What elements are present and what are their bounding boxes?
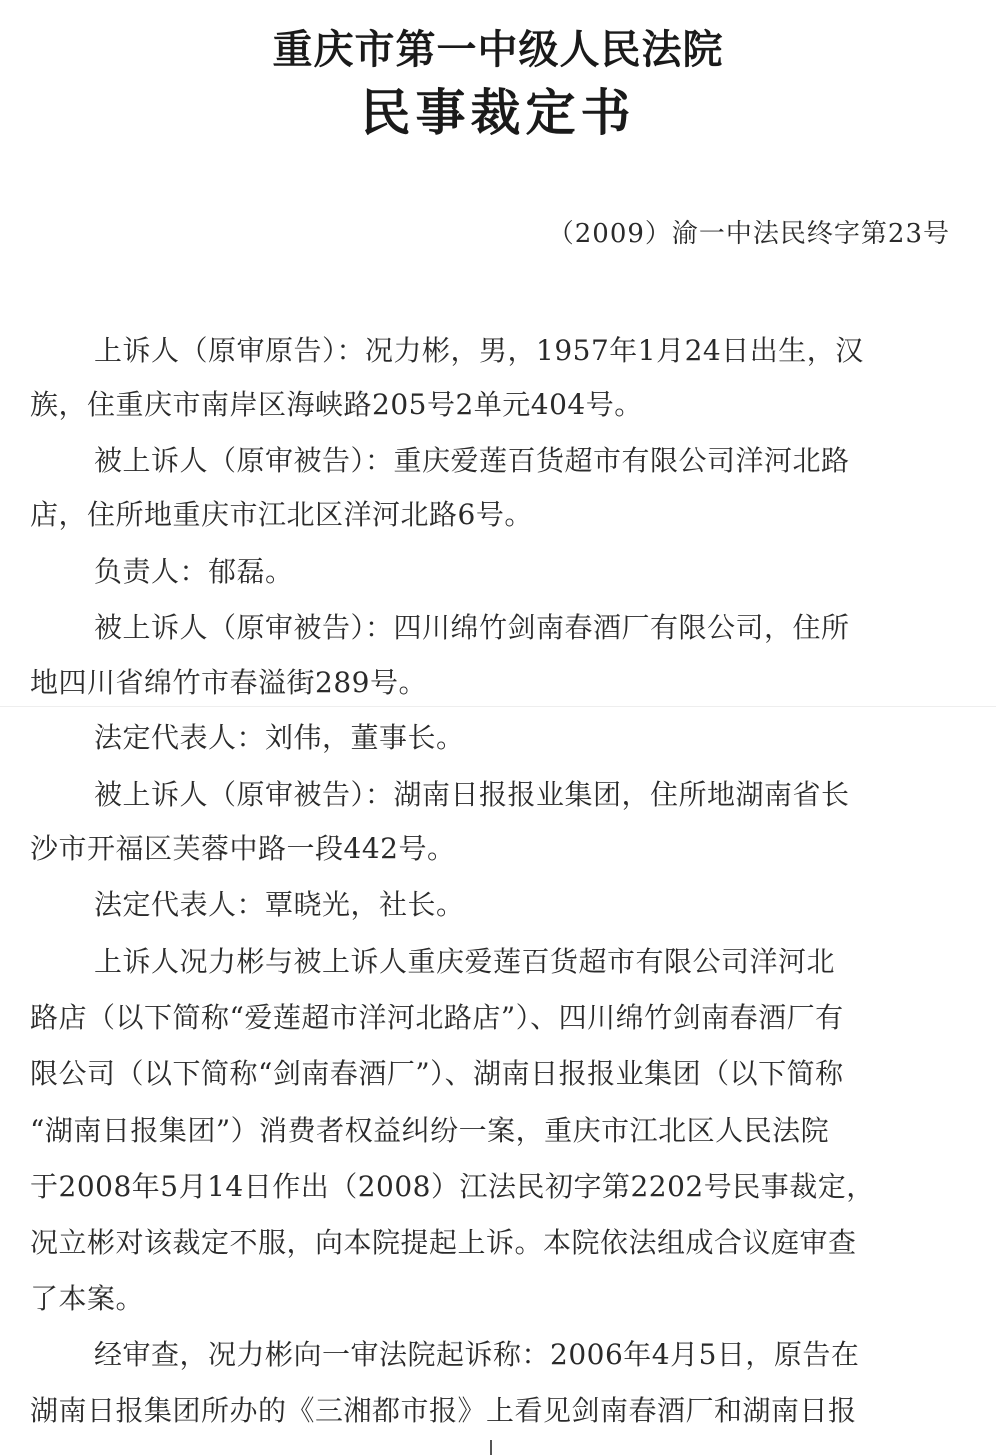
court-name: 重庆市第一中级人民法院 bbox=[272, 26, 724, 73]
paragraph-line: 限公司（以下简称“剑南春酒厂”）、湖南日报报业集团（以下简称 bbox=[30, 1057, 844, 1090]
paragraph-line: 上诉人况力彬与被上诉人重庆爱莲百货超市有限公司洋河北 bbox=[94, 945, 836, 978]
paragraph-line: 族，住重庆市南岸区海峡路205号2单元404号。 bbox=[30, 388, 643, 421]
scan-artifact-mark bbox=[490, 1440, 492, 1455]
paragraph-line: 于2008年5月14日作出（2008）江法民初字第2202号民事裁定， bbox=[30, 1170, 875, 1203]
paragraph-line: 况立彬对该裁定不服，向本院提起上诉。本院依法组成合议庭审查 bbox=[30, 1226, 857, 1259]
case-number: （2009）渝一中法民终字第23号 bbox=[547, 219, 950, 249]
paragraph-line: 负责人：郁磊。 bbox=[94, 555, 294, 588]
paragraph-line: 被上诉人（原审被告）：重庆爱莲百货超市有限公司洋河北路 bbox=[94, 444, 850, 477]
document-type: 民事裁定书 bbox=[360, 83, 636, 142]
paragraph-line: “湖南日报集团”）消费者权益纠纷一案，重庆市江北区人民法院 bbox=[30, 1114, 830, 1147]
paragraph-line: 地四川省绵竹市春溢街289号。 bbox=[30, 666, 427, 699]
paragraph-line: 路店（以下简称“爱莲超市洋河北路店”）、四川绵竹剑南春酒厂有 bbox=[30, 1001, 844, 1034]
paragraph-line: 被上诉人（原审被告）：四川绵竹剑南春酒厂有限公司，住所 bbox=[94, 611, 850, 644]
paragraph-line: 经审查，况力彬向一审法院起诉称：2006年4月5日，原告在 bbox=[94, 1338, 860, 1371]
paragraph-line: 了本案。 bbox=[30, 1282, 145, 1315]
paragraph-line: 法定代表人：刘伟，董事长。 bbox=[94, 721, 465, 754]
paragraph-line: 湖南日报集团所办的《三湘都市报》上看见剑南春酒厂和湖南日报 bbox=[30, 1394, 857, 1427]
paragraph-line: 上诉人（原审原告）：况力彬，男，1957年1月24日出生，汉 bbox=[94, 334, 864, 367]
paragraph-line: 法定代表人：覃晓光，社长。 bbox=[94, 888, 465, 921]
paragraph-line: 沙市开福区芙蓉中路一段442号。 bbox=[30, 832, 456, 865]
paragraph-line: 被上诉人（原审被告）：湖南日报报业集团，住所地湖南省长 bbox=[94, 778, 850, 811]
paragraph-line: 店，住所地重庆市江北区洋河北路6号。 bbox=[30, 498, 533, 531]
